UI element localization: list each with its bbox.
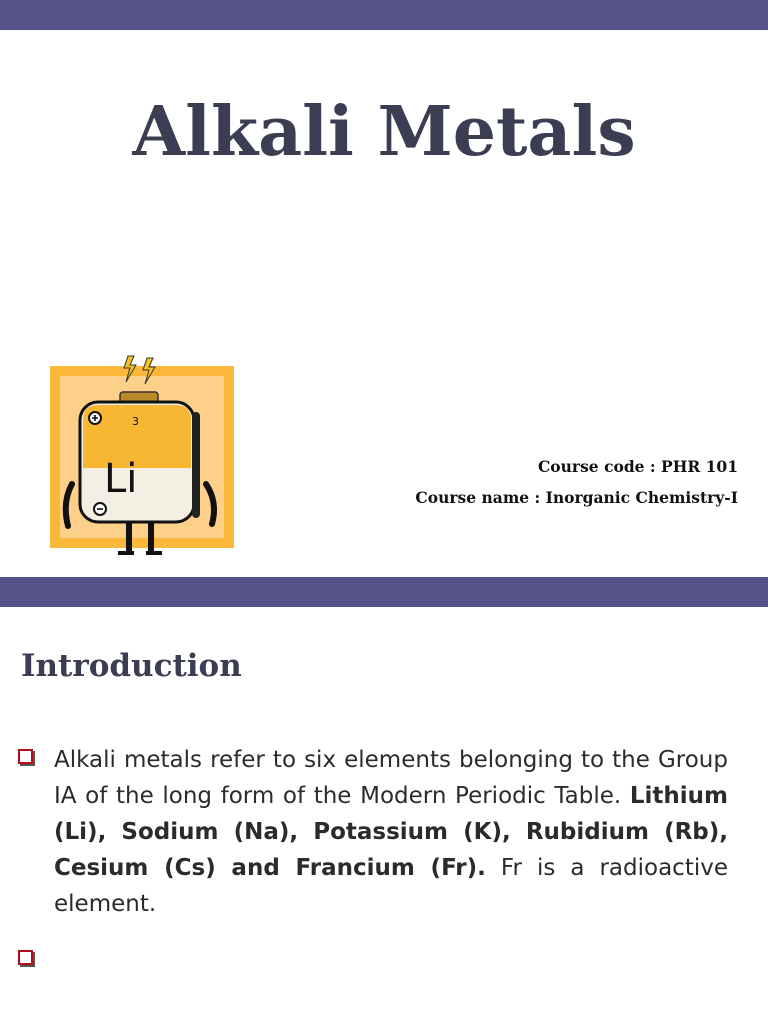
mascot-charge-number: 3 — [132, 415, 139, 428]
bullet-text: Alkali metals refer to six elements belonging to the Group IA of the long form of the Modern Periodic Table. — [54, 747, 728, 809]
section-heading: Introduction — [21, 648, 242, 684]
checkbox-bullet-icon — [18, 950, 33, 965]
lithium-battery-mascot — [48, 352, 236, 558]
course-name: Course name : Inorganic Chemistry-I — [415, 488, 738, 507]
checkbox-bullet-icon — [18, 749, 33, 764]
bullet-text-end: Fr is a radioactive element. — [54, 855, 728, 917]
divider-band — [0, 577, 768, 607]
top-band — [0, 0, 768, 30]
bullet-item — [32, 742, 728, 922]
course-code: Course code : PHR 101 — [537, 457, 738, 476]
page-title: Alkali Metals — [132, 92, 636, 172]
bullet-item-empty — [32, 943, 52, 965]
mascot-label: Li — [104, 456, 138, 502]
bullet-bold-text: Lithium (Li), Sodium (Na), Potassium (K), Rubidium (Rb), Cesium (Cs) and Francium (Fr). — [54, 783, 728, 881]
course-info — [415, 451, 738, 513]
